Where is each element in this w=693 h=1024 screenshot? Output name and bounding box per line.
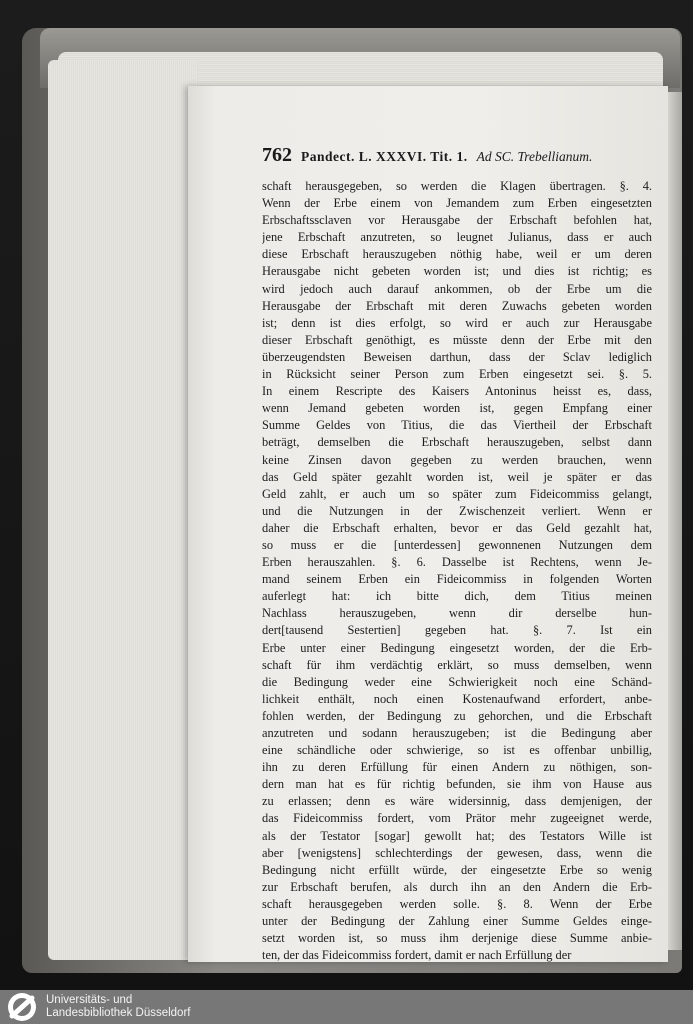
page-right-edge [668,92,682,950]
text-line: fohlen werden, der Bedingung zu gehorchen, und die Erbschaft [262,708,652,723]
text-line: ist; denn ist dies erfolgt, so wird er auch zur Herausgabe [262,315,652,330]
library-footer [0,990,693,1024]
text-line: diese Erbschaft herauszugeben nöthig habe, weil er um deren [262,247,652,262]
library-name-line1: Universitäts- und [46,994,133,1006]
text-line: daher die Erbschaft erhalten, bevor er das Geld gezahlt hat, [262,520,652,535]
text-line: wenn Jemand gebeten worden ist, gegen Empfang einer [262,401,652,416]
text-line: wird jedoch auch darauf ankommen, ob der Erbe um die [262,281,652,296]
text-line: dern man hat es für richtig befunden, sie ihm von Hause aus [262,777,652,792]
text-line: Summe Geldes von Titius, die das Viertheil der Erbschaft [262,418,652,433]
page-stack-edges [48,60,198,960]
text-line: die Bedingung weder eine Schwierigkeit noch eine Schänd- [262,674,652,689]
page-body-text [262,178,652,964]
text-line: Bedingung nicht erfüllt würde, der eingesetzte Erbe so wenig [262,862,652,877]
text-line: Wenn der Erbe einem von Jemandem zum Erben eingesetzten [262,196,652,211]
text-line: Geld zahlt, er auch um so später zum Fideicommiss gelangt, [262,486,652,501]
text-line: anzutreten und sodann herauszugeben; ist die Bedingung aber [262,726,652,740]
text-line: Herausgabe der Erbschaft mit deren Zuwachs gebeten worden [262,298,652,313]
text-line: schaft herausgegeben, so werden die Klagen übertragen. §. 4. [262,179,652,193]
text-line: dert[tausend Sestertien] gegeben hat. §. 7. Ist ein [262,623,652,638]
text-line: In einem Rescripte des Kaisers Antoninus heisst es, dass, [262,384,652,399]
text-line: Erben herauszahlen. §. 6. Dasselbe ist Rechtens, wenn Je- [262,555,652,570]
text-line: mand seinem Erben ein Fideicommiss in folgenden Worten [262,572,652,587]
text-line: setzt worden ist, so muss ihm derjenige diese Summe anbie- [262,931,652,946]
text-line: in Rücksicht seiner Person zum Erben eingesetzt sei. §. 5. [262,367,652,382]
text-line: als der Testator [sogar] gewollt hat; des Testators Wille ist [262,828,652,843]
text-line: beträgt, demselben die Erbschaft herauszugeben, selbst dann [262,435,652,450]
text-line: Herausgabe nicht gebeten worden ist; und dies ist richtig; es [262,264,652,279]
text-line: das Fideicommiss fordert, vom Prätor mehr zugeeignet werde, [262,811,652,826]
ulb-logo-icon [6,991,38,1023]
text-line: ihn zu deren Erfüllung für einen Andern zu nöthigen, son- [262,760,652,775]
text-line: überzeugendsten Beweisen darthun, dass der Sclav lediglich [262,349,652,364]
text-line: dieser Erbschaft genöthigt, es müsste denn der Erbe mit den [262,332,652,347]
text-line: auferlegt hat: ich bitte dich, dem Titius meinen [262,589,652,604]
text-line: eine schändliche oder schwierige, so ist es offenbar unbillig, [262,743,652,758]
text-line: Erbschaftssclaven vor Herausgabe der Erbschaft befohlen hat, [262,213,652,228]
text-line: aber [wenigstens] schlechterdings der gewesen, dass, wenn die [262,845,652,860]
text-line: unter der Bedingung der Zahlung einer Summe Geldes einge- [262,914,652,929]
running-head: Pandect. L. XXXVI. Tit. 1. [301,149,468,164]
text-line: und die Nutzungen in der Zwischenzeit verliert. Wenn er [262,503,652,518]
running-head-title: Ad SC. Trebellianum. [476,149,593,164]
text-line: so muss er die [unterdessen] gewonnenen Nutzungen dem [262,537,652,552]
text-line: lichkeit enthält, noch einen Kostenaufwand erfordert, anbe- [262,691,652,706]
text-line: schaft für ihm verdächtig erklärt, so muss demselben, wenn [262,657,652,672]
text-line: Nachlass herauszugeben, wenn dir derselbe hun- [262,606,652,621]
running-header [262,144,652,166]
page-number: 762 [262,144,292,166]
library-name-line2: Landesbibliothek Düsseldorf [46,1007,191,1019]
text-line: ten, der das Fideicommiss fordert, damit er nach Erfüllung der [262,948,572,963]
library-name [46,994,190,1020]
text-line: keine Zinsen davon gegeben zu werden brauchen, wenn [262,452,652,467]
text-line: zu erlassen; denn es wäre widersinnig, dass demjenigen, der [262,794,652,809]
text-line: jene Erbschaft anzutreten, so leugnet Julianus, dass er auch [262,230,652,245]
text-line: schaft herausgegeben werden solle. §. 8. Wenn der Erbe [262,896,652,911]
text-line: Erbe unter einer Bedingung eingesetzt worden, der die Erb- [262,640,652,655]
text-line: das Geld später gezahlt worden ist, weil je später er das [262,469,652,484]
text-line: zur Erbschaft berufen, als durch ihn an den Andern die Erb- [262,879,652,894]
